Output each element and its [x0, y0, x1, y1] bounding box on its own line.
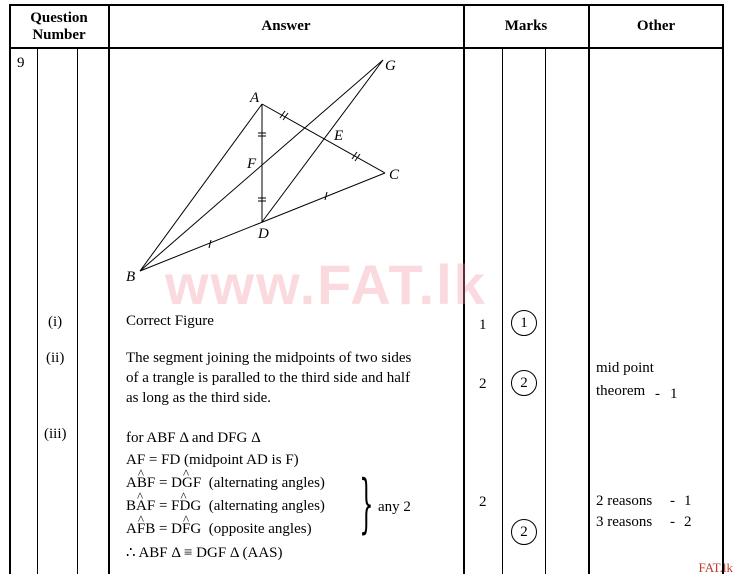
part-iii-other-line-1: 2 reasons	[596, 493, 653, 509]
part-iii-other-line-4: 2	[684, 514, 692, 530]
part-ii-other-line-3: 1	[670, 386, 678, 402]
part-ii-other-line-2: theorem	[596, 383, 646, 399]
segment-ab	[140, 104, 262, 271]
part-iii-other-line-3: 3 reasons	[596, 514, 653, 530]
part-iii-any: any 2	[378, 499, 411, 515]
part-iii-other-line-2: 1	[684, 493, 692, 509]
part-ii-other-line-1: mid point	[596, 360, 654, 376]
header-question-number: Question Number	[30, 10, 88, 43]
col-line-left	[9, 4, 11, 574]
col-line-answer	[108, 4, 110, 574]
segment-bg	[140, 60, 383, 271]
col-line-sub1	[37, 48, 38, 574]
label-a: A	[250, 90, 260, 106]
part-iii-other-dash-2: -	[670, 514, 675, 530]
col-line-other	[588, 4, 590, 574]
corner-logo: FAT.lk	[698, 560, 733, 575]
header-marks: Marks	[504, 18, 548, 34]
part-ii-answer-line-2: of a trangle is paralled to the third side and half	[126, 370, 411, 386]
table-top-border	[9, 4, 723, 6]
label-d: D	[258, 226, 269, 242]
part-iii-marks: 2	[479, 494, 487, 510]
part-i-marks: 1	[479, 317, 487, 333]
part-ii-answer-line-1: The segment joining the midpoints of two sides	[126, 350, 412, 366]
col-line-marks-sub2	[545, 48, 546, 574]
part-iii-answer-line-1: for ABF Δ and DFG Δ	[126, 430, 261, 446]
right-brace: }	[359, 467, 374, 541]
segment-ac	[262, 104, 385, 173]
part-iii-answer-line-2: AF = FD (midpoint AD is F)	[126, 452, 299, 468]
header-bottom-border	[9, 47, 723, 49]
part-i-circled-mark: 1	[511, 310, 537, 336]
col-line-sub2	[77, 48, 78, 574]
label-c: C	[389, 167, 400, 183]
part-i-answer: Correct Figure	[126, 313, 214, 329]
col-line-right	[722, 4, 724, 574]
part-iii-conclusion: ∴ ABF Δ ≡ DGF Δ (AAS)	[126, 545, 283, 561]
part-iii-angle-line-1: A^ BF = D^ GF (alternating angles)	[126, 475, 325, 492]
label-b: B	[126, 269, 136, 285]
part-i-label: (i)	[48, 314, 63, 330]
question-number: 9	[17, 55, 25, 71]
part-iii-other-dash-1: -	[670, 493, 675, 509]
part-ii-marks: 2	[479, 376, 487, 392]
part-iii-label: (iii)	[44, 426, 67, 442]
label-e: E	[334, 128, 344, 144]
col-line-marks-sub1	[502, 48, 503, 574]
part-ii-label: (ii)	[46, 350, 65, 366]
header-other: Other	[636, 18, 676, 34]
part-iii-angle-line-2: B^ AF = F^ DG (alternating angles)	[126, 498, 325, 515]
part-ii-other-dash: -	[655, 386, 660, 402]
label-g: G	[385, 58, 396, 74]
watermark: www.FAT.lk	[165, 253, 487, 316]
part-ii-answer-line-3: as long as the third side.	[126, 390, 271, 406]
part-ii-circled-mark: 2	[511, 370, 537, 396]
part-iii-circled-mark: 2	[511, 519, 537, 545]
header-answer: Answer	[261, 18, 311, 34]
part-iii-angle-line-3: A^ FB = D^ FG (opposite angles)	[126, 521, 312, 538]
segment-dg	[262, 60, 383, 222]
label-f: F	[247, 156, 257, 172]
